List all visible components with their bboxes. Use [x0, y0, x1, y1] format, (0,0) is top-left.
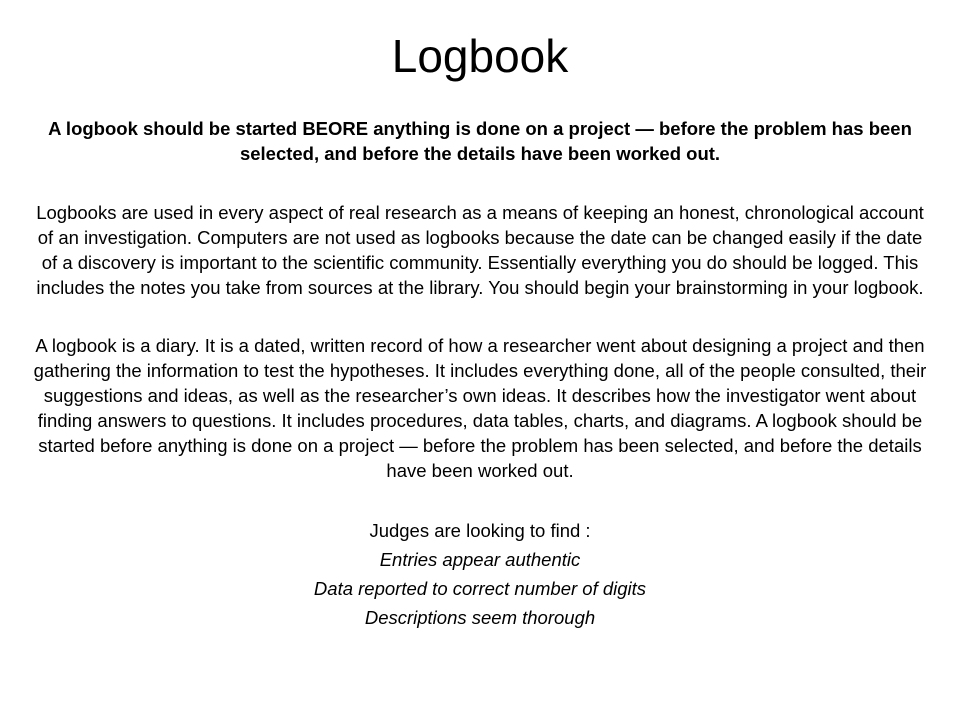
slide-body — [30, 116, 930, 632]
logbook-definition-paragraph: A logbook is a diary. It is a dated, written record of how a researcher went about designing a project and then gathering the information to test the hypotheses. It includes everything done, all of the people consulted, their suggestions and ideas, as well as the researcher’s own ideas. It describes how the investigator went about finding answers to questions. It includes procedures, data tables, charts, and diagrams. A logbook should be started before anything is done on a project — before the problem has been selected, and before the details have been worked out. — [33, 335, 927, 481]
judges-criteria-list — [30, 545, 930, 632]
intro-paragraph: A logbook should be started BEORE anything is done on a project — before the problem has been selected, and before the details have been worked out. — [48, 118, 912, 164]
judges-criterion-authentic: Entries appear authentic — [379, 549, 581, 570]
judges-criterion-thorough: Descriptions seem thorough — [364, 607, 596, 628]
slide-title: Logbook — [391, 30, 569, 82]
judges-criterion-digits: Data reported to correct number of digits — [313, 578, 647, 599]
logbook-usage-paragraph: Logbooks are used in every aspect of real research as a means of keeping an honest, chronological account of an investigation. Computers are not used as logbooks because the date can be changed easily if the date of a discovery is important to the scientific community. Essentially everything you do should be logged. This includes the notes you take from sources at the library. You should begin your brainstorming in your logbook. — [36, 202, 924, 298]
judges-heading: Judges are looking to find : — [369, 520, 591, 541]
